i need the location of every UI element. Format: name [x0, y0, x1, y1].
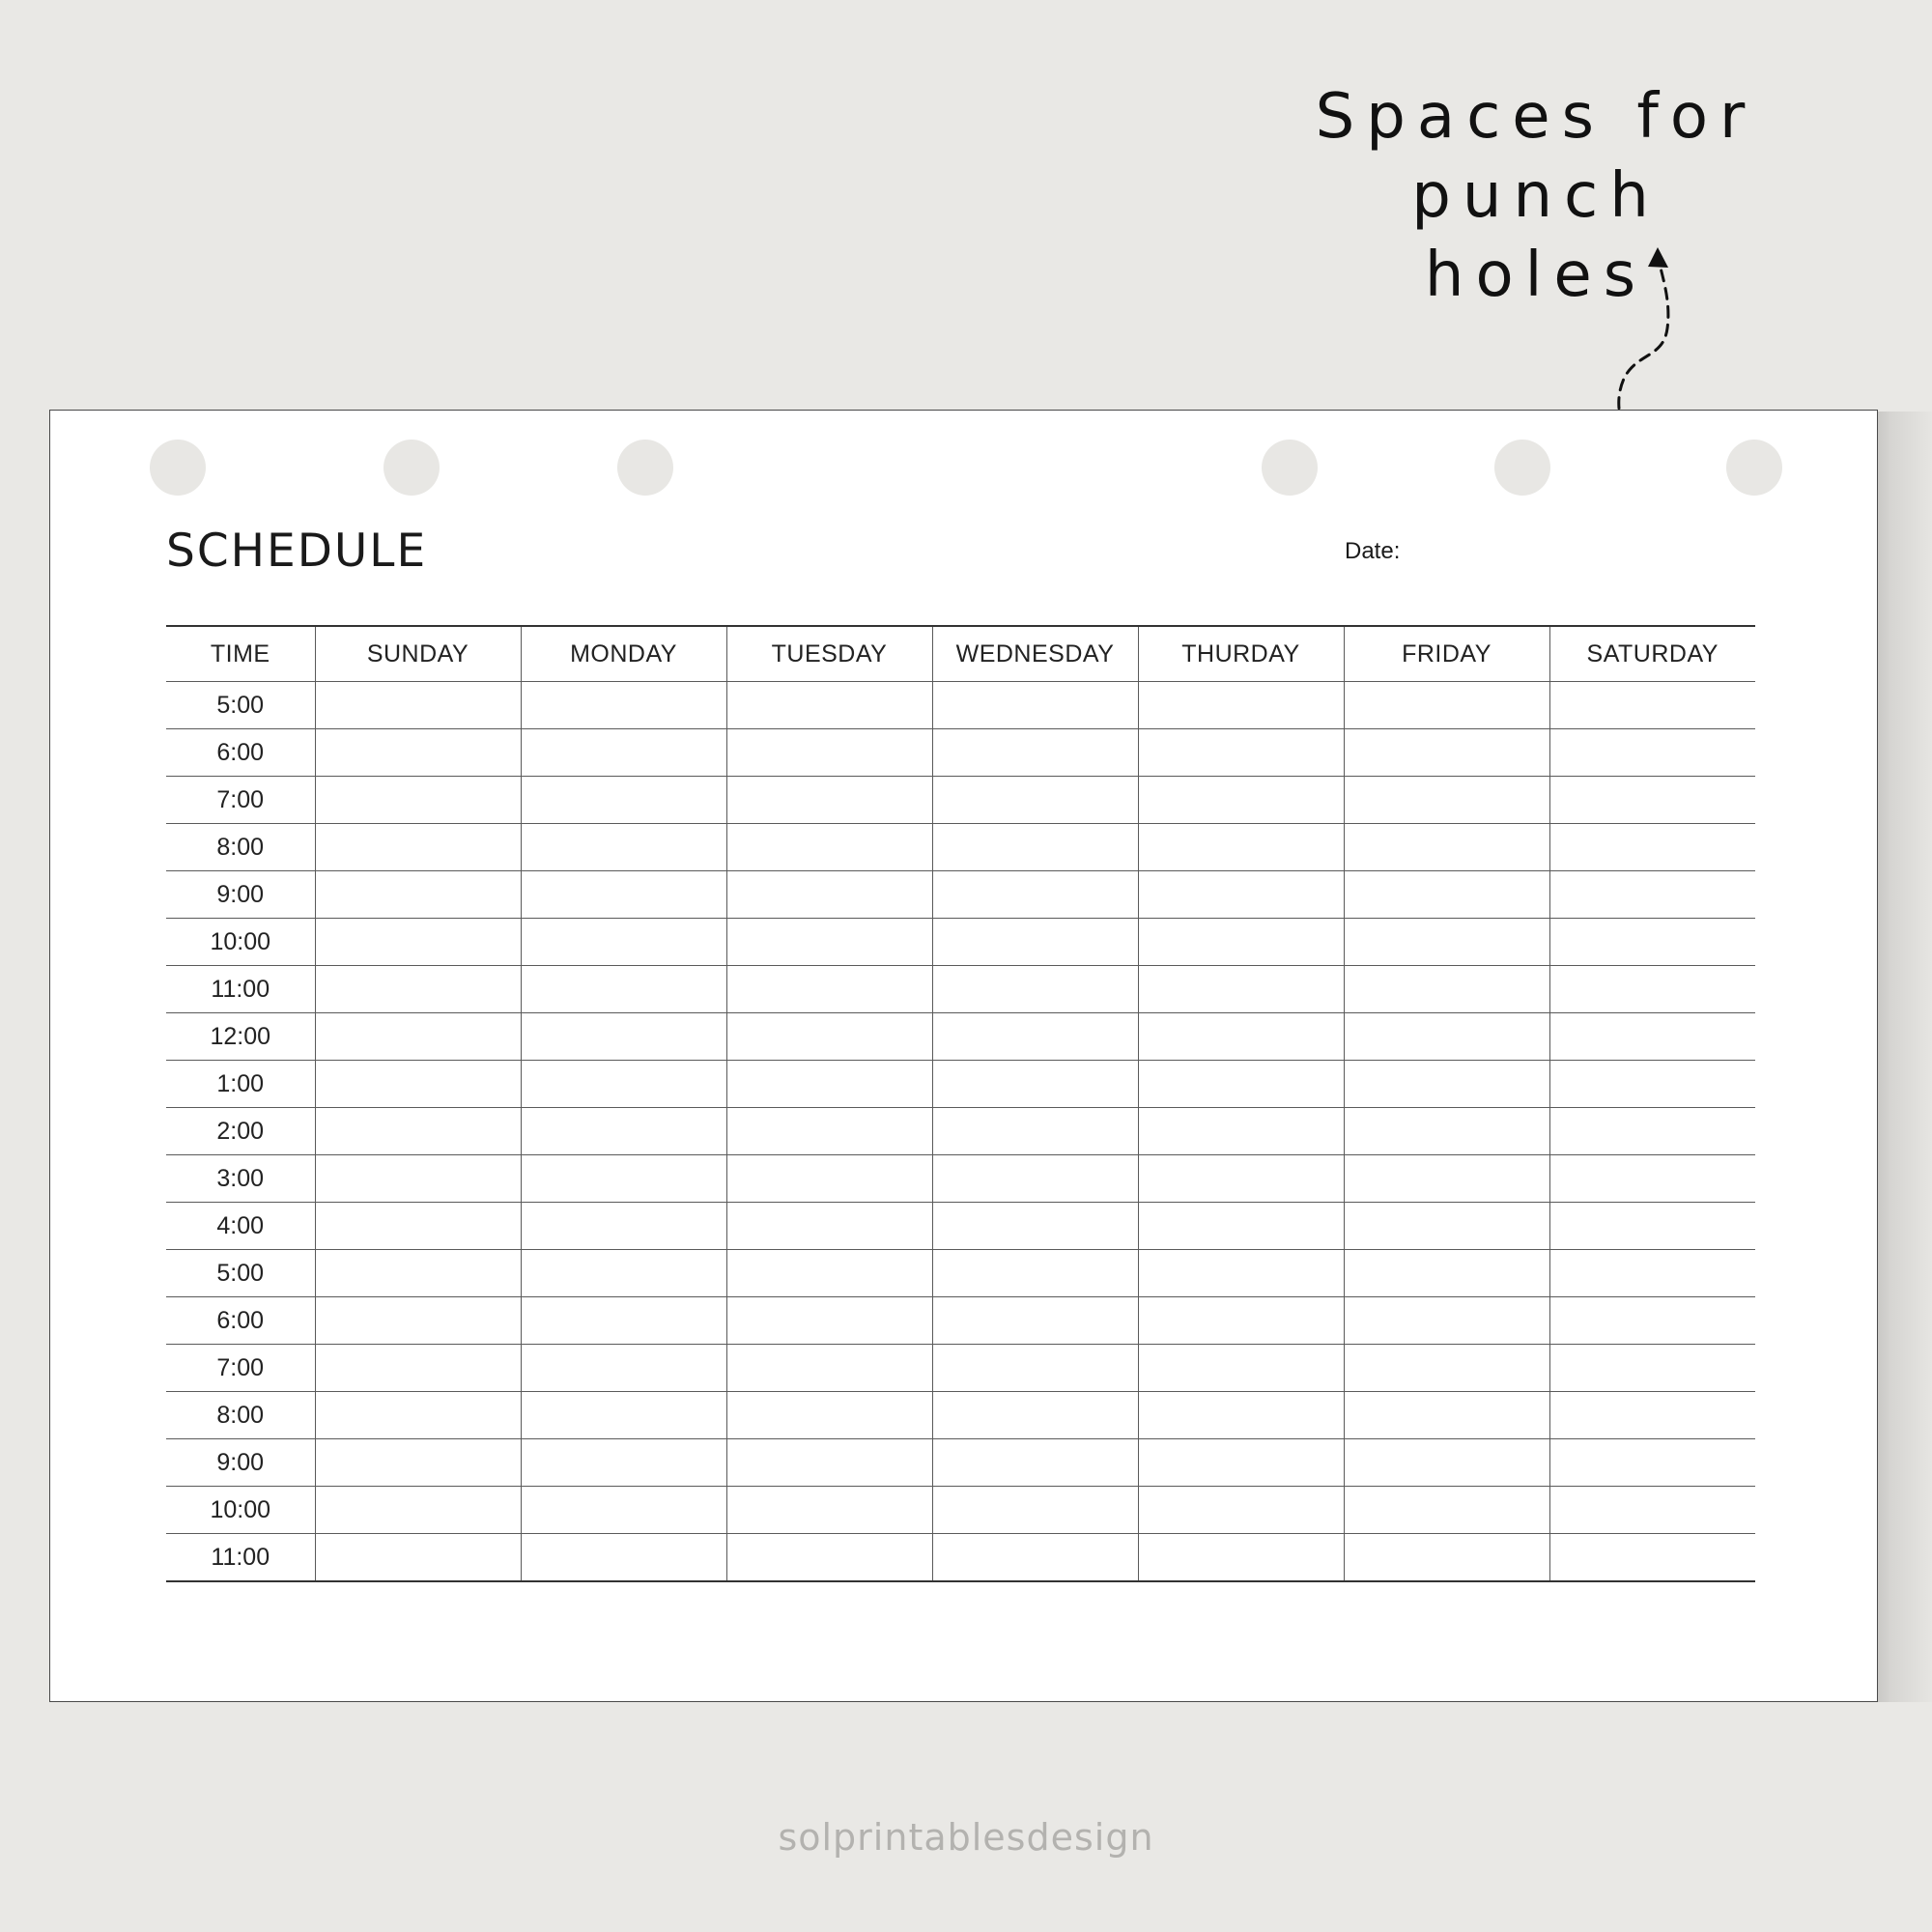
schedule-cell[interactable] — [1138, 966, 1344, 1013]
schedule-cell[interactable] — [1549, 1155, 1755, 1203]
schedule-cell[interactable] — [315, 682, 521, 729]
schedule-cell[interactable] — [315, 871, 521, 919]
schedule-cell[interactable] — [315, 1534, 521, 1582]
watermark: solprintablesdesign — [778, 1816, 1154, 1859]
schedule-cell[interactable] — [1549, 682, 1755, 729]
punch-hole — [1262, 440, 1318, 496]
table-row — [166, 824, 1755, 871]
schedule-cell[interactable] — [521, 1345, 726, 1392]
table-row — [166, 919, 1755, 966]
schedule-cell[interactable] — [315, 1203, 521, 1250]
schedule-cell[interactable] — [726, 1155, 932, 1203]
table-row — [166, 1439, 1755, 1487]
callout-line-1: Spaces for — [1315, 81, 1757, 153]
schedule-cell[interactable] — [1138, 777, 1344, 824]
schedule-cell[interactable] — [1138, 1297, 1344, 1345]
schedule-cell[interactable] — [1549, 1534, 1755, 1582]
schedule-cell[interactable] — [315, 1155, 521, 1203]
schedule-cell[interactable] — [1344, 1392, 1549, 1439]
schedule-cell[interactable] — [315, 1439, 521, 1487]
schedule-cell[interactable] — [932, 1534, 1138, 1582]
column-header-time: TIME — [166, 626, 315, 682]
schedule-cell[interactable] — [1138, 682, 1344, 729]
schedule-cell[interactable] — [1138, 1487, 1344, 1534]
schedule-cell[interactable] — [1549, 1250, 1755, 1297]
schedule-cell[interactable] — [1344, 1534, 1549, 1582]
schedule-cell[interactable] — [1344, 1439, 1549, 1487]
schedule-cell[interactable] — [1344, 1345, 1549, 1392]
punch-hole — [1494, 440, 1550, 496]
time-label: 11:00 — [166, 1534, 315, 1582]
table-row — [166, 1392, 1755, 1439]
time-label: 3:00 — [166, 1155, 315, 1203]
table-row — [166, 1297, 1755, 1345]
time-label: 2:00 — [166, 1108, 315, 1155]
schedule-cell[interactable] — [932, 682, 1138, 729]
time-label: 12:00 — [166, 1013, 315, 1061]
schedule-cell[interactable] — [726, 682, 932, 729]
table-row — [166, 871, 1755, 919]
schedule-cell[interactable] — [932, 1297, 1138, 1345]
schedule-cell[interactable] — [521, 1155, 726, 1203]
schedule-cell[interactable] — [726, 871, 932, 919]
schedule-cell[interactable] — [1344, 1297, 1549, 1345]
schedule-cell[interactable] — [726, 1392, 932, 1439]
time-label: 6:00 — [166, 1297, 315, 1345]
table-row — [166, 1250, 1755, 1297]
schedule-cell[interactable] — [932, 1013, 1138, 1061]
column-header-thurday: THURDAY — [1138, 626, 1344, 682]
schedule-cell[interactable] — [1549, 1013, 1755, 1061]
schedule-cell[interactable] — [521, 682, 726, 729]
time-label: 8:00 — [166, 824, 315, 871]
schedule-cell[interactable] — [1344, 1155, 1549, 1203]
schedule-cell[interactable] — [1344, 824, 1549, 871]
schedule-cell[interactable] — [726, 1108, 932, 1155]
column-header-friday: FRIDAY — [1344, 626, 1549, 682]
table-row — [166, 682, 1755, 729]
schedule-cell[interactable] — [1138, 871, 1344, 919]
table-row — [166, 1061, 1755, 1108]
schedule-cell[interactable] — [1138, 1534, 1344, 1582]
schedule-cell[interactable] — [1549, 1345, 1755, 1392]
schedule-cell[interactable] — [521, 1534, 726, 1582]
schedule-cell[interactable] — [1344, 966, 1549, 1013]
schedule-cell[interactable] — [726, 1203, 932, 1250]
schedule-cell[interactable] — [726, 966, 932, 1013]
schedule-cell[interactable] — [1549, 1392, 1755, 1439]
schedule-cell[interactable] — [521, 1297, 726, 1345]
schedule-cell[interactable] — [1138, 1345, 1344, 1392]
schedule-cell[interactable] — [932, 1345, 1138, 1392]
time-label: 5:00 — [166, 1250, 315, 1297]
schedule-cell[interactable] — [315, 1392, 521, 1439]
time-label: 11:00 — [166, 966, 315, 1013]
schedule-cell[interactable] — [521, 1013, 726, 1061]
schedule-cell[interactable] — [932, 729, 1138, 777]
schedule-cell[interactable] — [1344, 1487, 1549, 1534]
schedule-cell[interactable] — [726, 1487, 932, 1534]
schedule-cell[interactable] — [726, 1345, 932, 1392]
schedule-cell[interactable] — [521, 1203, 726, 1250]
schedule-cell[interactable] — [1138, 729, 1344, 777]
table-row — [166, 1487, 1755, 1534]
punch-hole — [617, 440, 673, 496]
schedule-cell[interactable] — [521, 1250, 726, 1297]
schedule-cell[interactable] — [726, 824, 932, 871]
schedule-cell[interactable] — [315, 1108, 521, 1155]
schedule-cell[interactable] — [1344, 1250, 1549, 1297]
schedule-cell[interactable] — [1549, 1061, 1755, 1108]
schedule-cell[interactable] — [1138, 824, 1344, 871]
schedule-cell[interactable] — [1344, 1061, 1549, 1108]
schedule-page — [49, 410, 1878, 1702]
schedule-cell[interactable] — [932, 1439, 1138, 1487]
time-label: 5:00 — [166, 682, 315, 729]
schedule-cell[interactable] — [1549, 919, 1755, 966]
header-row — [166, 626, 1755, 682]
schedule-cell[interactable] — [1344, 777, 1549, 824]
schedule-cell[interactable] — [315, 824, 521, 871]
schedule-cell[interactable] — [521, 1061, 726, 1108]
schedule-cell[interactable] — [1549, 1439, 1755, 1487]
punch-holes-callout — [1285, 77, 1787, 315]
column-header-wednesday: WEDNESDAY — [932, 626, 1138, 682]
schedule-cell[interactable] — [932, 966, 1138, 1013]
schedule-cell[interactable] — [1549, 729, 1755, 777]
schedule-cell[interactable] — [1344, 919, 1549, 966]
schedule-cell[interactable] — [315, 1487, 521, 1534]
schedule-cell[interactable] — [932, 1108, 1138, 1155]
callout-line-2: punch holes — [1411, 160, 1661, 311]
schedule-cell[interactable] — [726, 1061, 932, 1108]
column-header-saturday: SATURDAY — [1549, 626, 1755, 682]
table-row — [166, 1534, 1755, 1582]
schedule-cell[interactable] — [1344, 729, 1549, 777]
schedule-cell[interactable] — [1138, 1155, 1344, 1203]
time-label: 10:00 — [166, 919, 315, 966]
schedule-cell[interactable] — [521, 1487, 726, 1534]
column-header-sunday: SUNDAY — [315, 626, 521, 682]
schedule-cell[interactable] — [932, 919, 1138, 966]
schedule-cell[interactable] — [1138, 1108, 1344, 1155]
schedule-cell[interactable] — [726, 1297, 932, 1345]
schedule-cell[interactable] — [932, 1061, 1138, 1108]
schedule-cell[interactable] — [315, 1013, 521, 1061]
schedule-cell[interactable] — [315, 1297, 521, 1345]
schedule-cell[interactable] — [315, 1250, 521, 1297]
schedule-cell[interactable] — [1138, 1203, 1344, 1250]
schedule-cell[interactable] — [315, 1061, 521, 1108]
schedule-cell[interactable] — [1549, 777, 1755, 824]
punch-hole — [384, 440, 440, 496]
schedule-cell[interactable] — [1549, 871, 1755, 919]
time-label: 10:00 — [166, 1487, 315, 1534]
schedule-cell[interactable] — [1344, 871, 1549, 919]
schedule-cell[interactable] — [932, 1392, 1138, 1439]
table-row — [166, 1013, 1755, 1061]
schedule-cell[interactable] — [315, 966, 521, 1013]
schedule-cell[interactable] — [932, 1155, 1138, 1203]
table-row — [166, 729, 1755, 777]
table-row — [166, 966, 1755, 1013]
schedule-cell[interactable] — [315, 919, 521, 966]
table-row — [166, 1155, 1755, 1203]
schedule-cell[interactable] — [726, 1250, 932, 1297]
time-label: 4:00 — [166, 1203, 315, 1250]
punch-hole — [150, 440, 206, 496]
schedule-cell[interactable] — [1549, 1297, 1755, 1345]
schedule-cell[interactable] — [521, 1439, 726, 1487]
schedule-cell[interactable] — [932, 1487, 1138, 1534]
table-row — [166, 777, 1755, 824]
schedule-cell[interactable] — [726, 777, 932, 824]
column-header-monday: MONDAY — [521, 626, 726, 682]
schedule-cell[interactable] — [521, 919, 726, 966]
schedule-cell[interactable] — [932, 777, 1138, 824]
schedule-cell[interactable] — [1549, 824, 1755, 871]
schedule-cell[interactable] — [1138, 1439, 1344, 1487]
schedule-cell[interactable] — [1138, 1013, 1344, 1061]
schedule-cell[interactable] — [521, 777, 726, 824]
schedule-cell[interactable] — [1549, 1108, 1755, 1155]
schedule-cell[interactable] — [932, 871, 1138, 919]
table-row — [166, 1203, 1755, 1250]
page-title: SCHEDULE — [166, 525, 428, 578]
schedule-cell[interactable] — [1344, 1108, 1549, 1155]
schedule-cell[interactable] — [1549, 1203, 1755, 1250]
time-label: 9:00 — [166, 1439, 315, 1487]
table-row — [166, 1108, 1755, 1155]
schedule-cell[interactable] — [1138, 919, 1344, 966]
schedule-cell[interactable] — [726, 919, 932, 966]
schedule-cell[interactable] — [1138, 1392, 1344, 1439]
schedule-cell[interactable] — [315, 777, 521, 824]
schedule-cell[interactable] — [315, 1345, 521, 1392]
schedule-body — [166, 682, 1755, 1582]
schedule-cell[interactable] — [521, 1108, 726, 1155]
time-label: 6:00 — [166, 729, 315, 777]
schedule-cell[interactable] — [1138, 1250, 1344, 1297]
time-label: 7:00 — [166, 1345, 315, 1392]
table-row — [166, 1345, 1755, 1392]
date-label: Date: — [1345, 538, 1401, 564]
time-label: 9:00 — [166, 871, 315, 919]
schedule-cell[interactable] — [521, 966, 726, 1013]
schedule-cell[interactable] — [1549, 966, 1755, 1013]
schedule-cell[interactable] — [521, 1392, 726, 1439]
schedule-cell[interactable] — [726, 729, 932, 777]
time-label: 7:00 — [166, 777, 315, 824]
schedule-cell[interactable] — [726, 1013, 932, 1061]
column-header-tuesday: TUESDAY — [726, 626, 932, 682]
schedule-cell[interactable] — [932, 824, 1138, 871]
schedule-cell[interactable] — [1344, 1013, 1549, 1061]
time-label: 8:00 — [166, 1392, 315, 1439]
schedule-cell[interactable] — [521, 871, 726, 919]
schedule-cell[interactable] — [1344, 682, 1549, 729]
time-label: 1:00 — [166, 1061, 315, 1108]
schedule-cell[interactable] — [1344, 1203, 1549, 1250]
schedule-cell[interactable] — [315, 729, 521, 777]
schedule-cell[interactable] — [932, 1250, 1138, 1297]
schedule-cell[interactable] — [1138, 1061, 1344, 1108]
punch-hole — [1726, 440, 1782, 496]
schedule-cell[interactable] — [521, 729, 726, 777]
schedule-cell[interactable] — [726, 1439, 932, 1487]
schedule-cell[interactable] — [1549, 1487, 1755, 1534]
schedule-cell[interactable] — [521, 824, 726, 871]
schedule-table — [166, 625, 1755, 1582]
schedule-cell[interactable] — [932, 1203, 1138, 1250]
schedule-cell[interactable] — [726, 1534, 932, 1582]
